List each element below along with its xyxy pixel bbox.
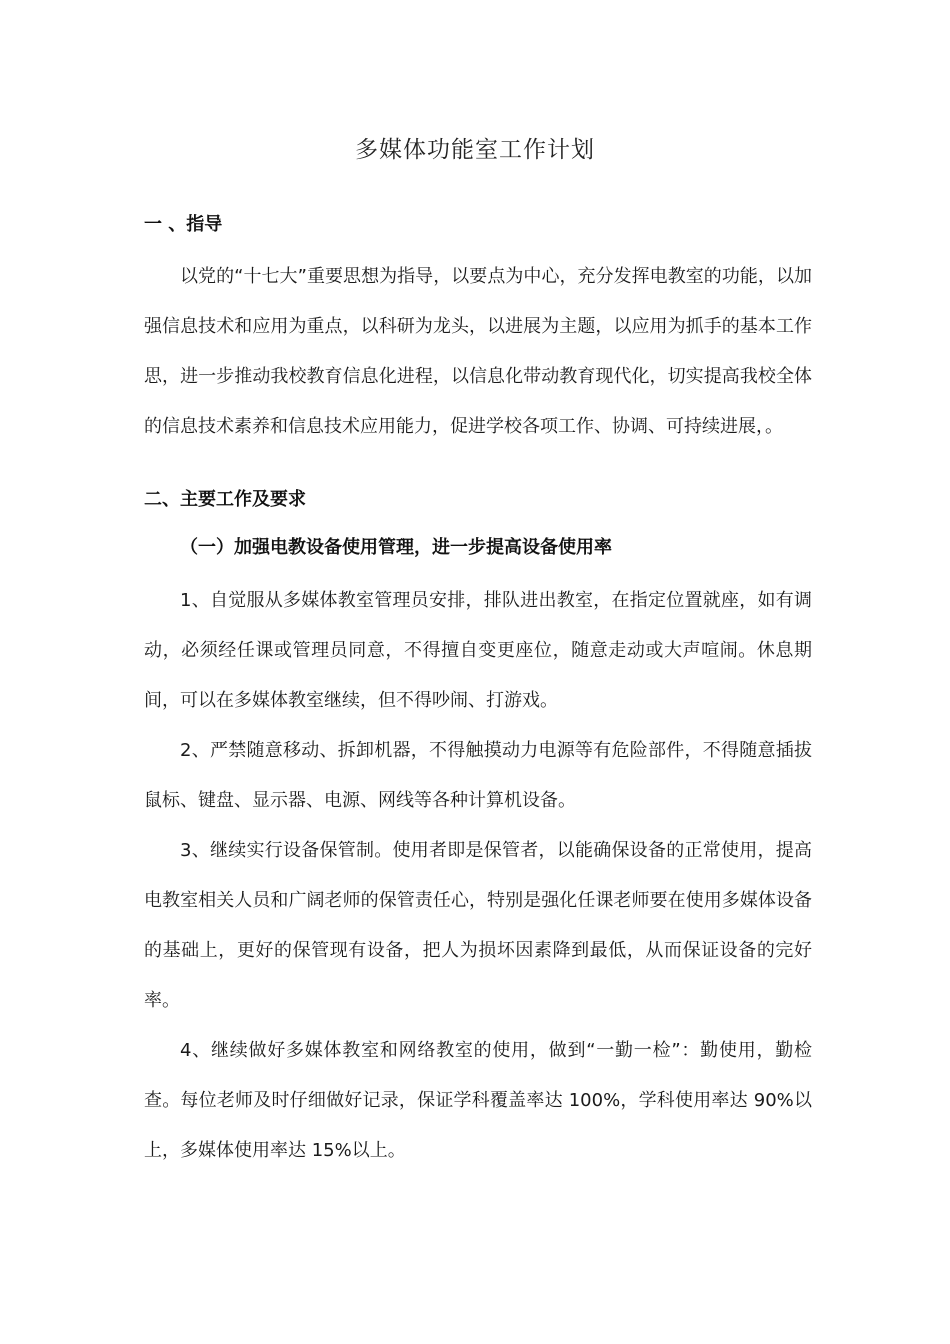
list-item: 4、继续做好多媒体教室和网络教室的使用，做到“一勤一检”：勤使用，勤检查。每位老师及时仔细做好记录，保证学科覆盖率达 100%，学科使用率达 90%以上，多媒体使用率达 15%以上。 — [144, 1040, 812, 1161]
section-1-heading: 一 、指导 — [144, 214, 223, 235]
section-1-paragraph: 以党的“十七大”重要思想为指导，以要点为中心，充分发挥电教室的功能，以加强信息技术和应用为重点，以科研为龙头，以进展为主题，以应用为抓手的基本工作思，进一步推动我校教育信息化进程，以信息化带动教育现代化，切实提高我校全体的信息技术素养和信息技术应用能力，促进学校各项工作、协调、可持续进展，。 — [144, 266, 812, 437]
section-2-heading: 二、主要工作及要求 — [144, 489, 306, 510]
list-item: 3、继续实行设备保管制。使用者即是保管者，以能确保设备的正常使用，提高电教室相关人员和广阔老师的保管责任心，特别是强化任课老师要在使用多媒体设备的基础上，更好的保管现有设备，把人为损坏因素降到最低，从而保证设备的完好率。 — [144, 840, 812, 1011]
list-item: 2、严禁随意移动、拆卸机器，不得触摸动力电源等有危险部件，不得随意插拔鼠标、键盘、显示器、电源、网线等各种计算机设备。 — [144, 740, 812, 811]
document-body — [144, 205, 812, 1176]
list-item: 1、自觉服从多媒体教室管理员安排，排队进出教室，在指定位置就座，如有调动，必须经任课或管理员同意，不得擅自变更座位，随意走动或大声喧闹。休息期间，可以在多媒体教室继续，但不得吵闹、打游戏。 — [144, 590, 812, 711]
document-title: 多媒体功能室工作计划 — [355, 137, 595, 163]
subsection-1-heading: （一）加强电教设备使用管理，进一步提高设备使用率 — [180, 537, 612, 558]
